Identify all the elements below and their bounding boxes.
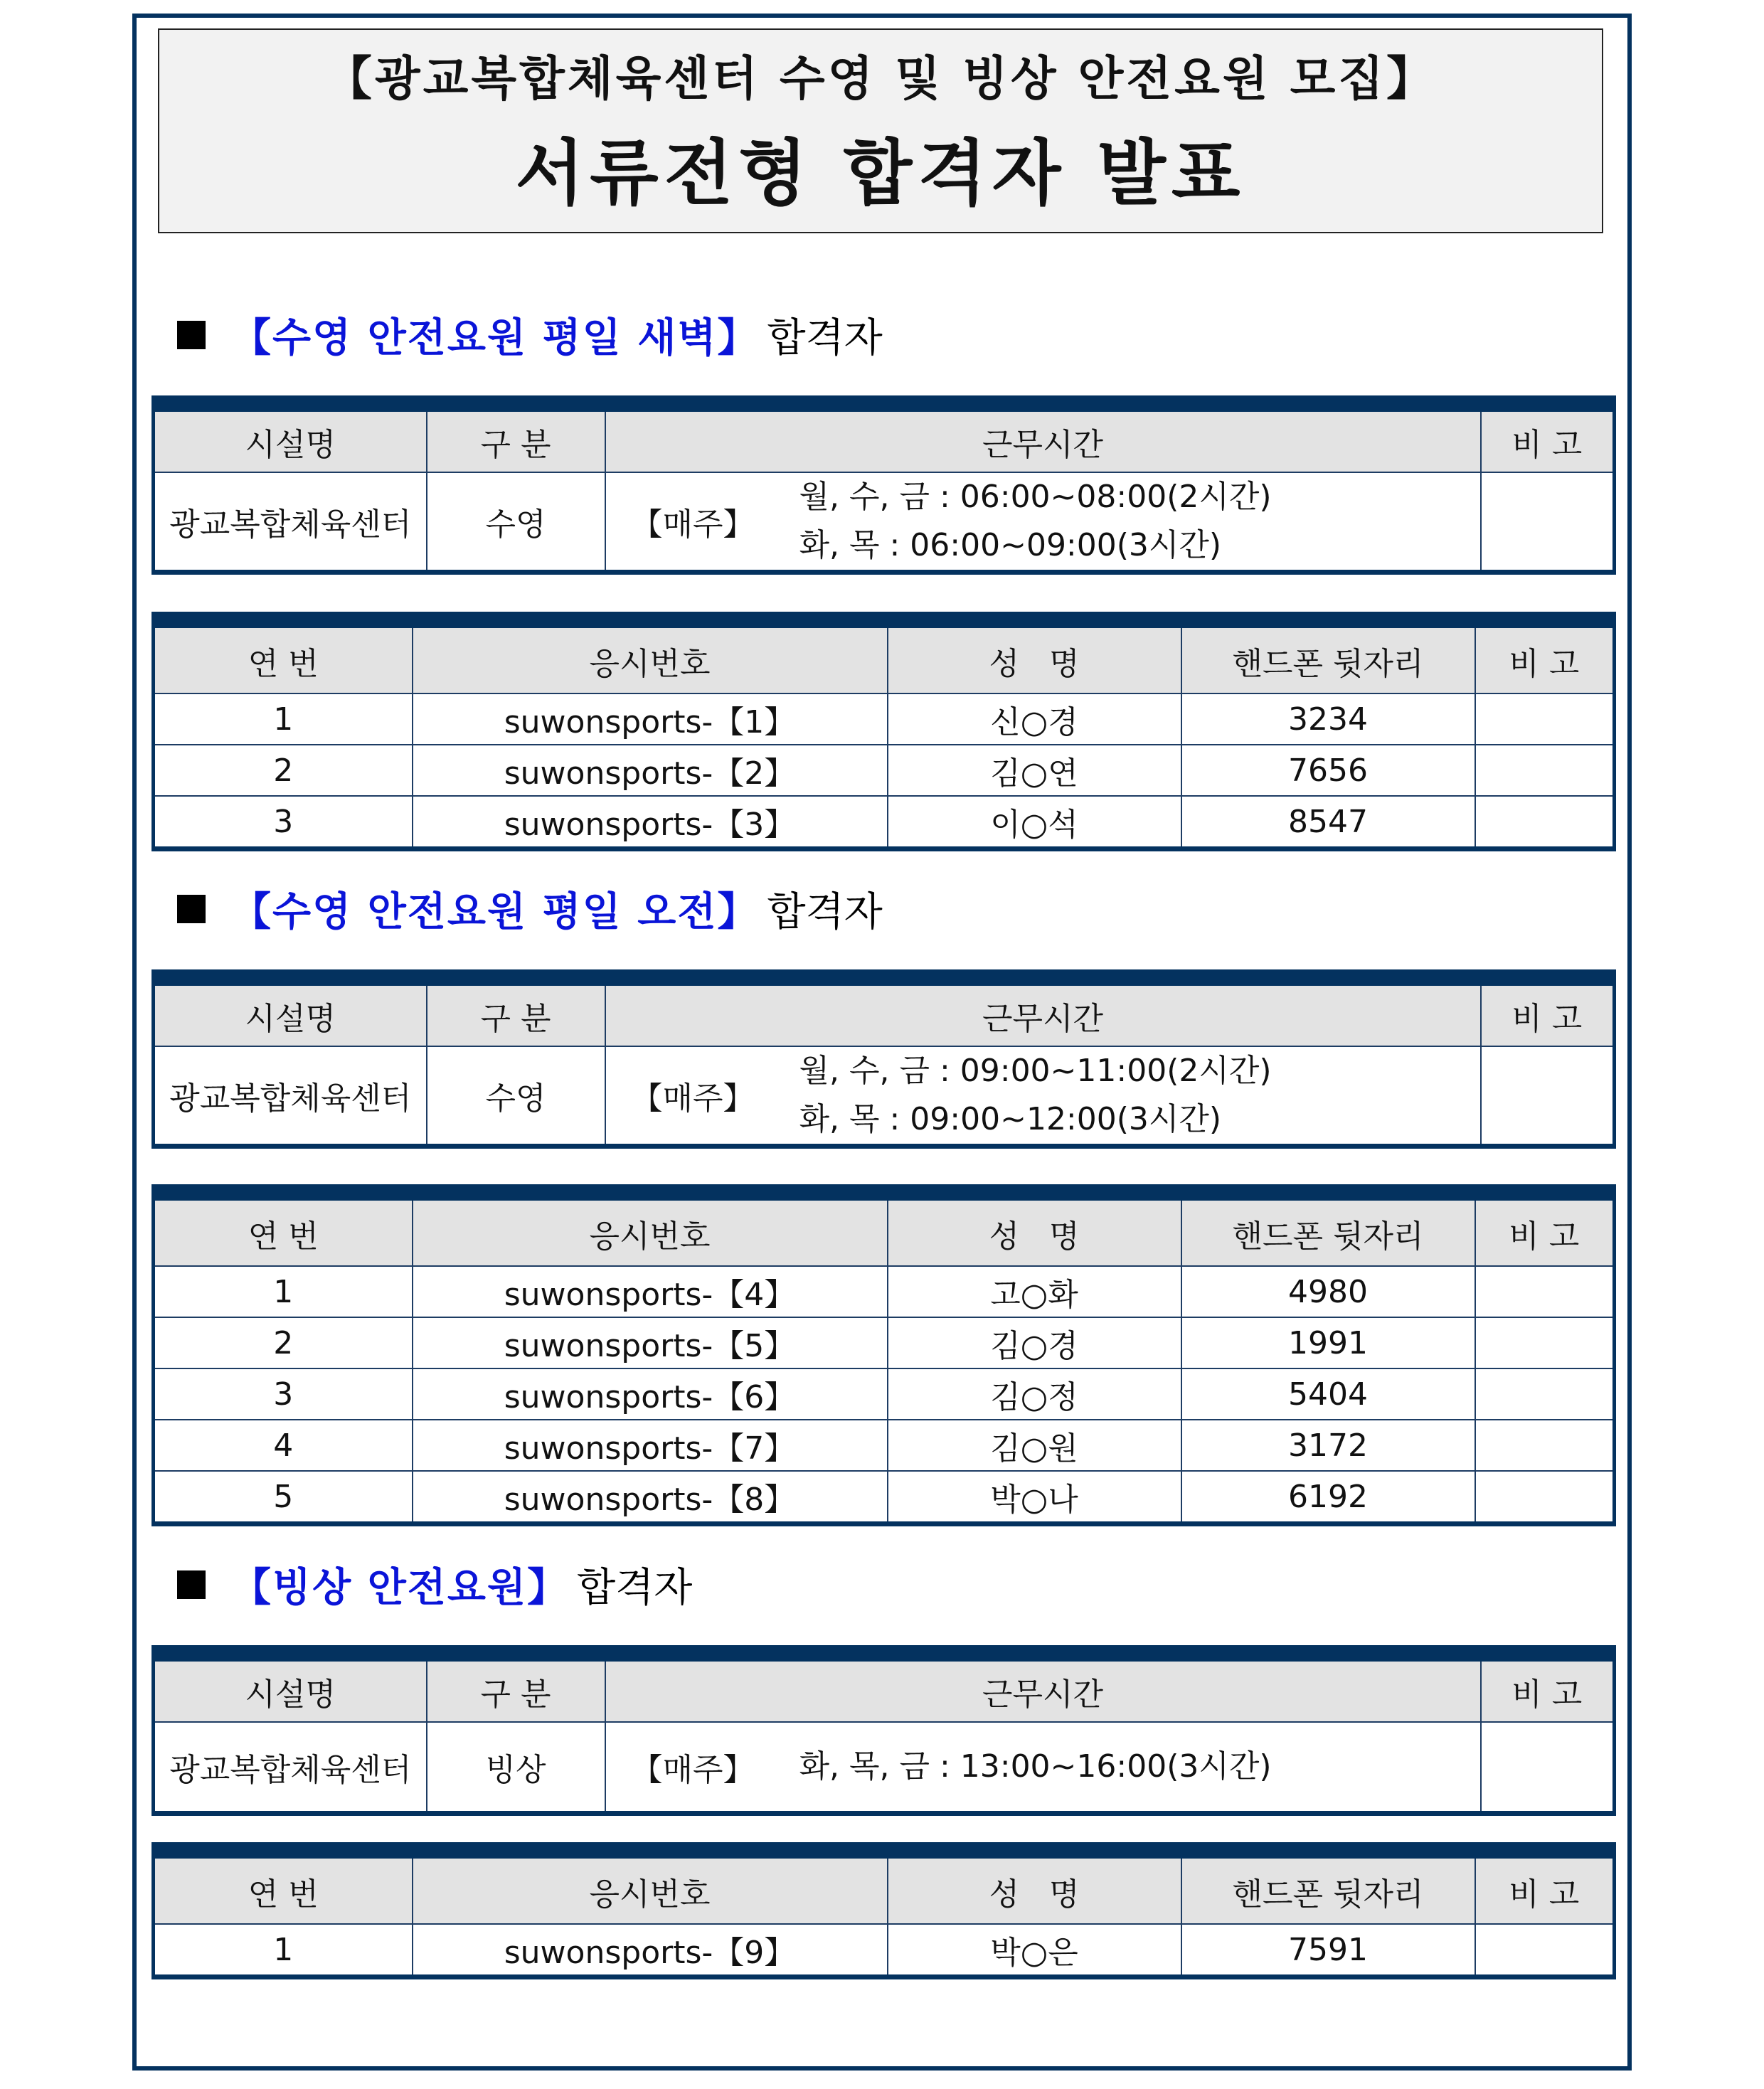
- header-no: 연 번: [154, 1193, 413, 1267]
- page-title-announcement: 서류전형 합격자 발표: [515, 132, 1246, 215]
- row-phone: 5404: [1181, 1368, 1475, 1420]
- header-work-hours: 근무시간: [605, 404, 1481, 473]
- row-note: [1475, 1471, 1615, 1524]
- black-square-bullet-icon: [177, 895, 206, 923]
- row-note: [1475, 745, 1615, 796]
- row-phone: 1991: [1181, 1317, 1475, 1368]
- row-exam-id: suwonsports-【4】: [413, 1266, 888, 1317]
- note-cell: [1481, 1722, 1615, 1814]
- row-name: 박○은: [888, 1924, 1181, 1977]
- row-no: 1: [154, 693, 413, 745]
- row-phone: 8547: [1181, 796, 1475, 849]
- note-cell: [1481, 1046, 1615, 1147]
- table-row: [154, 693, 1615, 745]
- header-phone: 핸드폰 뒷자리: [1181, 1193, 1475, 1267]
- row-no: 2: [154, 745, 413, 796]
- row-no: 3: [154, 796, 413, 849]
- row-note: [1475, 1266, 1615, 1317]
- row-note: [1475, 1317, 1615, 1368]
- section-title-suffix: 합격자: [577, 1565, 693, 1611]
- table-row: [154, 1317, 1615, 1368]
- schedule-line: 월, 수, 금 : 09:00~11:00(2시간): [799, 1053, 1272, 1089]
- black-square-bullet-icon: [177, 321, 206, 349]
- candidates-table-swim-dawn: [152, 612, 1616, 851]
- header-phone: 핸드폰 뒷자리: [1181, 1851, 1475, 1925]
- schedule-line: 화, 목 : 09:00~12:00(3시간): [799, 1101, 1222, 1137]
- header-exam-id: 응시번호: [413, 1193, 888, 1267]
- header-note: 비 고: [1475, 1851, 1615, 1925]
- row-note: [1475, 693, 1615, 745]
- header-facility: 시설명: [154, 978, 427, 1047]
- row-exam-id: suwonsports-【3】: [413, 796, 888, 849]
- row-phone: 6192: [1181, 1471, 1475, 1524]
- header-note: 비 고: [1481, 1654, 1615, 1723]
- row-exam-id: suwonsports-【1】: [413, 693, 888, 745]
- candidates-table-swim-morning: [152, 1184, 1616, 1526]
- row-no: 5: [154, 1471, 413, 1524]
- header-note: 비 고: [1481, 978, 1615, 1047]
- weekly-tag: 【매주】: [631, 1752, 755, 1788]
- note-cell: [1481, 472, 1615, 573]
- row-exam-id: suwonsports-【6】: [413, 1368, 888, 1420]
- title-box: [158, 28, 1603, 233]
- row-exam-id: suwonsports-【8】: [413, 1471, 888, 1524]
- header-note: 비 고: [1475, 1193, 1615, 1267]
- row-note: [1475, 1368, 1615, 1420]
- header-facility: 시설명: [154, 1654, 427, 1723]
- table-row: [154, 1420, 1615, 1471]
- section-title: 【수영 안전요원 평일 새벽】: [231, 315, 759, 361]
- row-name: 고○화: [888, 1266, 1181, 1317]
- category: 수영: [427, 1046, 605, 1147]
- header-name: 성 명: [888, 1851, 1181, 1925]
- candidates-table-ice: [152, 1842, 1616, 1979]
- row-phone: 7591: [1181, 1924, 1475, 1977]
- row-name: 신○경: [888, 693, 1181, 745]
- header-phone: 핸드폰 뒷자리: [1181, 620, 1475, 694]
- header-category: 구 분: [427, 978, 605, 1047]
- row-phone: 3172: [1181, 1420, 1475, 1471]
- row-name: 김○경: [888, 1317, 1181, 1368]
- table-row: [154, 796, 1615, 849]
- section-title-suffix: 합격자: [767, 889, 883, 935]
- row-name: 김○원: [888, 1420, 1181, 1471]
- row-phone: 7656: [1181, 745, 1475, 796]
- row-name: 김○연: [888, 745, 1181, 796]
- row-phone: 4980: [1181, 1266, 1475, 1317]
- table-row: [154, 1266, 1615, 1317]
- row-note: [1475, 796, 1615, 849]
- category: 빙상: [427, 1722, 605, 1814]
- table-row: [154, 1924, 1615, 1977]
- black-square-bullet-icon: [177, 1570, 206, 1599]
- work-hours-cell: [605, 1722, 1481, 1814]
- header-facility: 시설명: [154, 404, 427, 473]
- facility-name: 광교복합체육센터: [154, 1722, 427, 1814]
- row-note: [1475, 1924, 1615, 1977]
- facility-name: 광교복합체육센터: [154, 472, 427, 573]
- table-row: [154, 745, 1615, 796]
- section-heading-swim-dawn: [177, 307, 883, 363]
- header-name: 성 명: [888, 1193, 1181, 1267]
- header-note: 비 고: [1481, 404, 1615, 473]
- row-name: 이○석: [888, 796, 1181, 849]
- info-table-swim-dawn: [152, 395, 1616, 575]
- weekly-tag: 【매주】: [631, 506, 755, 543]
- header-exam-id: 응시번호: [413, 1851, 888, 1925]
- row-no: 1: [154, 1924, 413, 1977]
- page-title-recruitment: 【광교복합체육센터 수영 및 빙상 안전요원 모집】: [324, 51, 1437, 106]
- table-row: [154, 1471, 1615, 1524]
- header-note: 비 고: [1475, 620, 1615, 694]
- row-no: 1: [154, 1266, 413, 1317]
- category: 수영: [427, 472, 605, 573]
- header-category: 구 분: [427, 404, 605, 473]
- row-exam-id: suwonsports-【2】: [413, 745, 888, 796]
- row-exam-id: suwonsports-【5】: [413, 1317, 888, 1368]
- header-work-hours: 근무시간: [605, 1654, 1481, 1723]
- section-title-suffix: 합격자: [767, 315, 883, 361]
- header-no: 연 번: [154, 1851, 413, 1925]
- header-no: 연 번: [154, 620, 413, 694]
- header-name: 성 명: [888, 620, 1181, 694]
- section-heading-swim-morning: [177, 881, 883, 937]
- section-title: 【빙상 안전요원】: [231, 1565, 569, 1611]
- row-no: 3: [154, 1368, 413, 1420]
- row-note: [1475, 1420, 1615, 1471]
- header-exam-id: 응시번호: [413, 620, 888, 694]
- row-phone: 3234: [1181, 693, 1475, 745]
- row-name: 김○정: [888, 1368, 1181, 1420]
- row-exam-id: suwonsports-【7】: [413, 1420, 888, 1471]
- weekly-tag: 【매주】: [631, 1080, 755, 1117]
- facility-name: 광교복합체육센터: [154, 1046, 427, 1147]
- section-title: 【수영 안전요원 평일 오전】: [231, 889, 759, 935]
- row-no: 2: [154, 1317, 413, 1368]
- work-hours-cell: [605, 472, 1481, 573]
- schedule-line: 화, 목, 금 : 13:00~16:00(3시간): [799, 1748, 1272, 1785]
- schedule-line: 월, 수, 금 : 06:00~08:00(2시간): [799, 479, 1272, 515]
- info-table-swim-morning: [152, 969, 1616, 1149]
- schedule-line: 화, 목 : 06:00~09:00(3시간): [799, 527, 1222, 563]
- row-no: 4: [154, 1420, 413, 1471]
- row-name: 박○나: [888, 1471, 1181, 1524]
- table-row: [154, 1368, 1615, 1420]
- header-category: 구 분: [427, 1654, 605, 1723]
- section-heading-ice: [177, 1556, 692, 1613]
- header-work-hours: 근무시간: [605, 978, 1481, 1047]
- row-exam-id: suwonsports-【9】: [413, 1924, 888, 1977]
- work-hours-cell: [605, 1046, 1481, 1147]
- info-table-ice: [152, 1645, 1616, 1816]
